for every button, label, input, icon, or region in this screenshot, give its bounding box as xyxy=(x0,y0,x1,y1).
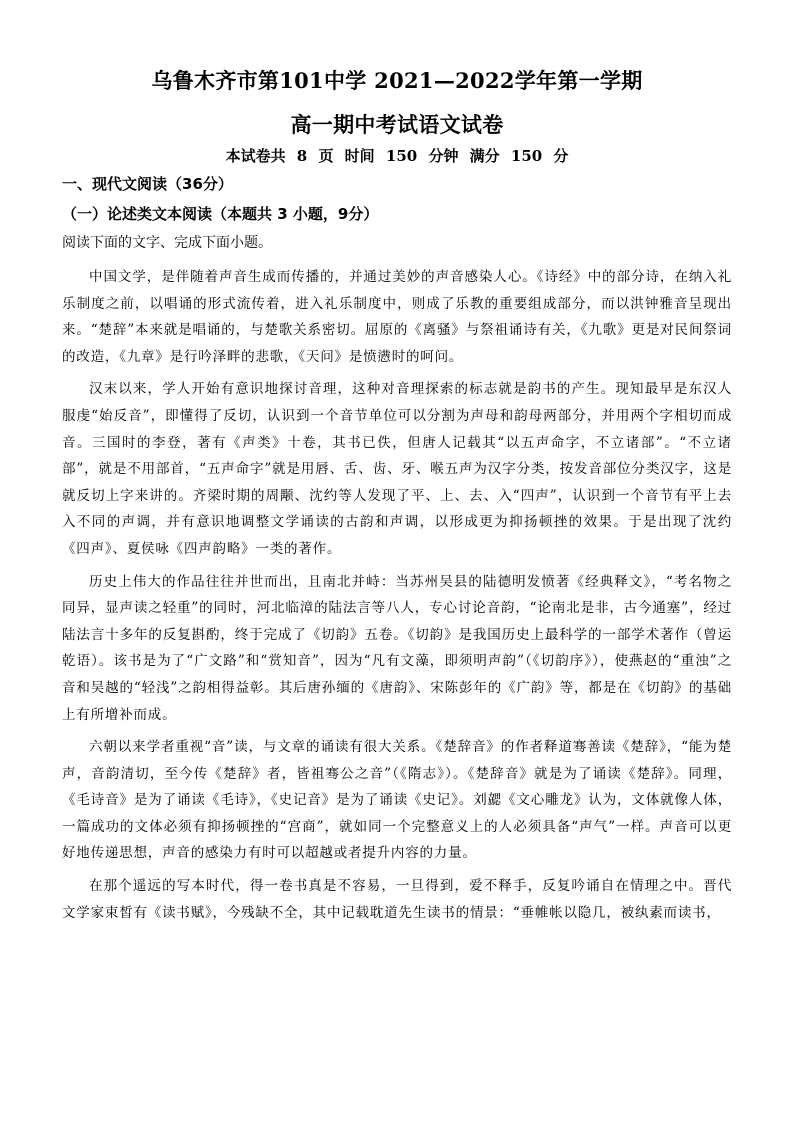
subsection-heading: （一）论述类文本阅读（本题共 3 小题，9分） xyxy=(62,205,379,223)
reading-instruction: 阅读下面的文字、完成下面小题。 xyxy=(62,235,272,251)
section-heading: 一、现代文阅读（36分） xyxy=(62,175,233,193)
exam-meta: 本试卷共 8 页 时间 150 分钟 满分 150 分 xyxy=(225,147,569,165)
passage-paragraph-2: 汉末以来，学人开始有意识地探讨音理，这种对音理探索的标志就是韵书的产生。现知最早是东汉人服虔“始反音”，即懂得了反切，认识到一个音节单位可以分割为声母和韵母两部分，并用两个字相切而成音。三国时的李登，著有《声类》十卷，其书已佚，但唐人记载其“以五声命字，不立诸部”。“不立诸部”，就是不用部首，“五声命字”就是用唇、舌、齿、牙、喉五声为汉字分类，按发音部位分类汉字，这是就反切上字来讲的。齐梁时期的周颙、沈约等人发现了平、上、去、入“四声”，认识到一个音节有平上去入不同的声调，并有意识地调整文学诵读的古韵和声调，以形成更为抑扬顿挫的效果。于是出现了沈约《四声》、夏侯咏《四声韵略》一类的著作。 xyxy=(62,381,732,557)
page-content xyxy=(62,66,732,926)
passage xyxy=(62,264,732,926)
passage-paragraph-1: 中国文学，是伴随着声音生成而传播的，并通过美妙的声音感染人心。《诗经》中的部分诗，在纳入礼乐制度之前，以唱诵的形式流传着，进入礼乐制度中，则成了乐教的重要组成部分，而以洪钟雅音呈现出来。“楚辞”本来就是唱诵的，与楚歌关系密切。屈原的《离骚》与祭祖诵诗有关，《九歌》更是对民间祭词的改造，《九章》是行吟泽畔的悲歌，《天问》是愤懑时的呵问。 xyxy=(62,269,732,365)
passage-paragraph-5: 在那个遥远的写本时代，得一卷书真是不容易，一旦得到，爱不释手，反复吟诵自在情理之中。晋代文学家束皙有《读书赋》，今残缺不全，其中记载耽道先生读书的情景：“垂帷帐以隐几，被纨素而读书， xyxy=(62,878,732,921)
passage-paragraph-3: 历史上伟大的作品往往并世而出，且南北并峙：当苏州吴县的陆德明发愤著《经典释文》，“考名物之同异，显声读之轻重”的同时，河北临漳的陆法言等八人，专心讨论音韵，“论南北是非，古今通塞”，经过陆法言十多年的反复斟酌，终于完成了《切韵》五卷。《切韵》是我国历史上最科学的一部学术著作（曾运乾语）。该书是为了“广文路”和“赏知音”，因为“凡有文藻，即须明声韵”（《切韵序》），使燕赵的“重浊”之音和吴越的“轻浅”之韵相得益彰。其后唐孙缅的《唐韵》、宋陈彭年的《广韵》等，都是在《切韵》的基础上有所增补而成。 xyxy=(62,573,732,723)
exam-title: 乌鲁木齐市第101中学 2021—2022学年第一学期 xyxy=(151,68,643,93)
exam-subtitle: 高一期中考试语文试卷 xyxy=(290,112,504,137)
passage-paragraph-4: 六朝以来学者重视“音”读，与文章的诵读有很大关系。《楚辞音》的作者释道骞善读《楚辞》，“能为楚声，音韵清切，至今传《楚辞》者，皆祖骞公之音”（《隋志》）。《楚辞音》就是为了诵读《楚辞》。同理，《毛诗音》是为了诵读《毛诗》，《史记音》是为了诵读《史记》。刘勰《文心雕龙》认为，文体就像人体，一篇成功的文体必须有抑扬顿挫的“宫商”，就如同一个完整意义上的人必须具备“声气”一样。声音可以更好地传递思想，声音的感染力有时可以超越或者提升内容的力量。 xyxy=(62,739,732,862)
